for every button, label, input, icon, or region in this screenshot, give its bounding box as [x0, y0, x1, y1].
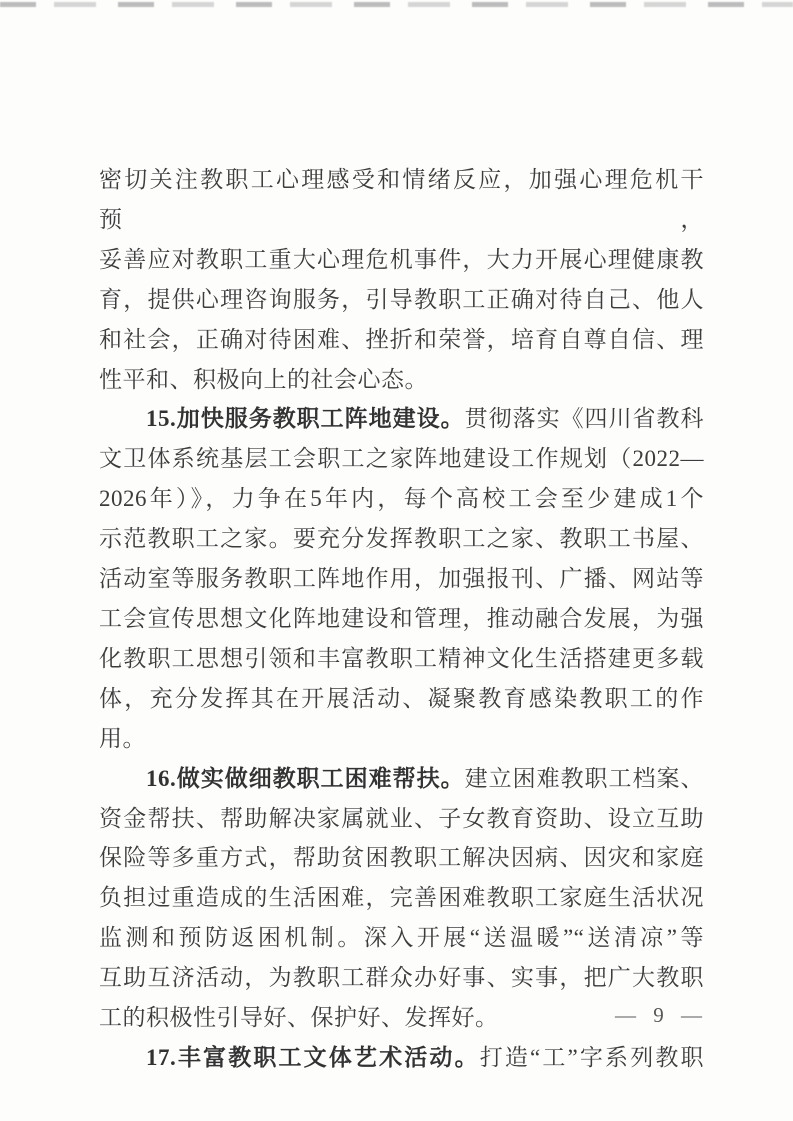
body-text-run: 活动室等服务教职工阵地作用，加强报刊、广播、网站等 — [99, 566, 704, 592]
body-text-run: 监测和预防返困机制。深入开展“送温暖”“送清凉”等 — [99, 925, 704, 951]
body-text-run: 示范教职工之家。要充分发挥教职工之家、教职工书屋、 — [99, 526, 704, 552]
text-line — [99, 519, 704, 559]
body-text-run: 性平和、积极向上的社会心态。 — [99, 366, 428, 392]
body-text-run: 文卫体系统基层工会职工之家阵地建设工作规划（2022— — [99, 446, 704, 472]
text-line — [99, 838, 704, 878]
text-block — [99, 160, 704, 1078]
text-line — [99, 799, 704, 839]
body-text-run: 2026年）》，力争在5年内，每个高校工会至少建成1个 — [99, 486, 704, 512]
text-line — [99, 639, 704, 679]
body-text-run: 育，提供心理咨询服务，引导教职工正确对待自己、他人 — [99, 286, 704, 312]
body-text-run: 建立困难教职工档案、 — [464, 765, 705, 791]
body-text-run: 互助互济活动，为教职工群众办好事、实事，把广大教职 — [99, 965, 704, 991]
text-line — [99, 439, 704, 479]
body-text-run: 和社会，正确对待困难、挫折和荣誉，培育自尊自信、理 — [99, 326, 704, 352]
text-line — [99, 1038, 704, 1078]
text-line — [99, 599, 704, 639]
section-heading-run: 16.做实做细教职工困难帮扶。 — [146, 765, 465, 791]
body-text-run: 贯彻落实《四川省教科 — [464, 406, 705, 432]
text-line — [99, 559, 704, 599]
body-text-run: 密切关注教职工心理感受和情绪反应，加强心理危机干预， — [99, 167, 704, 232]
text-line — [99, 998, 704, 1038]
body-text-run: 打造“工”字系列教职 — [479, 1044, 704, 1070]
section-heading-run: 15.加快服务教职工阵地建设。 — [146, 406, 465, 432]
text-line — [99, 918, 704, 958]
body-text-run: 妥善应对教职工重大心理危机事件，大力开展心理健康教 — [99, 246, 704, 272]
page-number: — 9 — — [615, 1003, 705, 1027]
body-text-run: 工的积极性引导好、保护好、发挥好。 — [99, 1005, 499, 1031]
text-line — [99, 759, 704, 799]
body-text-run: 保险等多重方式，帮助贫困教职工解决因病、因灾和家庭 — [99, 845, 704, 871]
section-heading-run: 17.丰富教职工文体艺术活动。 — [146, 1044, 480, 1070]
scan-artifact-top-edge — [0, 2, 793, 7]
text-line — [99, 479, 704, 519]
text-line — [99, 360, 704, 400]
text-line — [99, 958, 704, 998]
body-text-run: 体，充分发挥其在开展活动、凝聚教育感染教职工的作用。 — [99, 685, 704, 751]
text-line — [99, 399, 704, 439]
text-line — [99, 280, 704, 320]
body-text-run: 化教职工思想引领和丰富教职工精神文化生活搭建更多载 — [99, 645, 704, 671]
body-text-run: 资金帮扶、帮助解决家属就业、子女教育资助、设立互助 — [99, 805, 704, 831]
text-line — [99, 320, 704, 360]
text-line — [99, 160, 704, 240]
body-text-run: 工会宣传思想文化阵地建设和管理，推动融合发展，为强 — [99, 605, 704, 631]
text-line — [99, 878, 704, 918]
text-line — [99, 679, 704, 759]
body-text-run: 负担过重造成的生活困难，完善困难教职工家庭生活状况 — [99, 885, 704, 911]
text-line — [99, 240, 704, 280]
